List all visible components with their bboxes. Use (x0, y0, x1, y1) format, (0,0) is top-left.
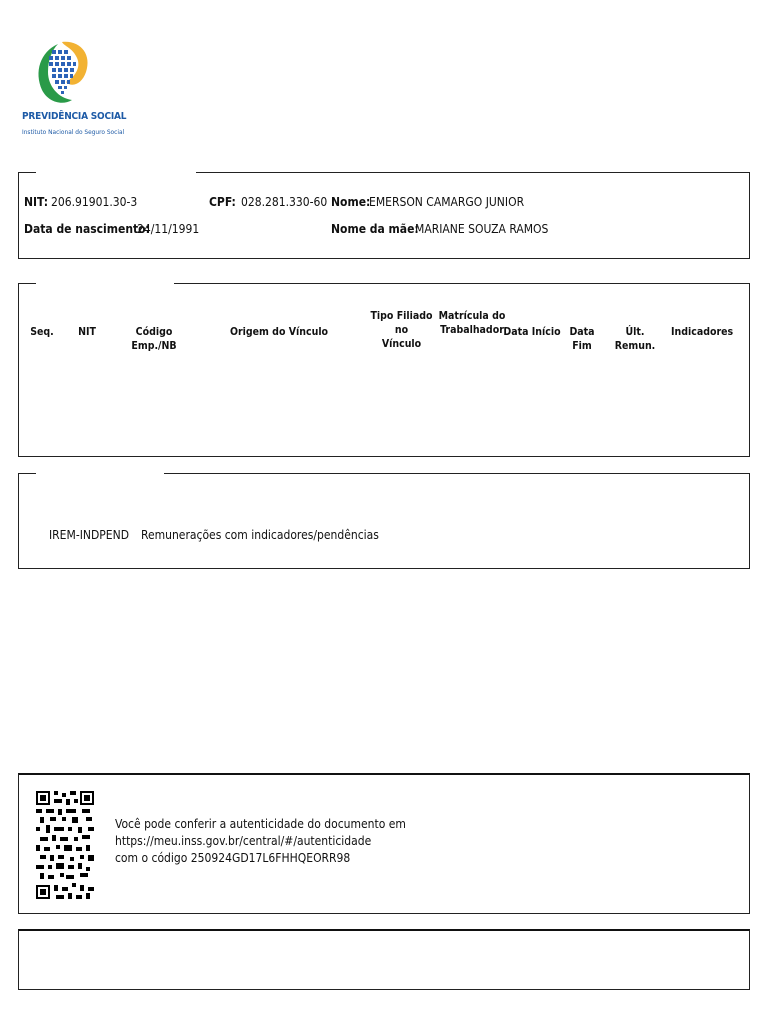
section-title-gap (36, 282, 174, 285)
authenticity-section (18, 773, 750, 914)
nit-value: 206.91901.30-3 (51, 195, 138, 209)
col-header-tipo-line2: Vínculo (381, 338, 422, 350)
authenticity-text (115, 816, 406, 867)
identification-section (18, 172, 750, 259)
col-header-tipo-filiado (364, 309, 439, 351)
col-header-data-fim: Data Fim (569, 326, 595, 352)
legend-section (18, 473, 750, 569)
cpf-label: CPF: (209, 195, 236, 209)
col-header-matricula (437, 309, 507, 337)
section-title-gap (36, 472, 164, 475)
col-header-matricula-line1: Matrícula do (438, 310, 506, 322)
authenticity-url[interactable]: https://meu.inss.gov.br/central/#/autenticidade (115, 834, 372, 848)
col-header-origem: Origem do Vínculo (229, 326, 329, 338)
relations-section (18, 283, 750, 457)
nome-value: EMERSON CAMARGO JUNIOR (369, 195, 525, 209)
nit-label: NIT: (24, 195, 49, 209)
footer-section (18, 929, 750, 990)
legend-code: IREM-INDPEND (49, 528, 130, 542)
cpf-value: 028.281.330-60 (241, 195, 328, 209)
col-header-indicadores: Indicadores (671, 326, 734, 338)
authenticity-code: com o código 250924GD17L6FHHQEORR98 (115, 851, 351, 865)
legend-description: Remunerações com indicadores/pendências (141, 528, 379, 542)
logo-name: PREVIDÊNCIA SOCIAL (22, 111, 127, 122)
section-title-gap (36, 171, 196, 174)
col-header-ult-remun: Últ. Remun. (614, 326, 656, 352)
authenticity-line1: Você pode conferir a autenticidade do documento em (115, 817, 406, 831)
mae-label: Nome da mãe: (331, 222, 419, 236)
nascimento-value: 24/11/1991 (137, 222, 200, 236)
col-header-seq: Seq. (30, 326, 54, 338)
nome-label: Nome: (331, 195, 371, 209)
mae-value: MARIANE SOUZA RAMOS (415, 222, 549, 236)
col-header-data-inicio: Data Início (503, 326, 561, 338)
col-header-matricula-line2: Trabalhador (440, 324, 504, 336)
previdencia-logo-icon (32, 38, 92, 108)
col-header-codigo: Código Emp./NB (131, 326, 177, 352)
nascimento-label: Data de nascimento: (24, 222, 150, 236)
logo (20, 38, 127, 143)
qr-code-icon (36, 791, 94, 899)
col-header-nit: NIT (78, 326, 96, 338)
logo-subtitle: Instituto Nacional do Seguro Social (22, 128, 125, 136)
col-header-tipo-line1: Tipo Filiado no (370, 310, 433, 336)
